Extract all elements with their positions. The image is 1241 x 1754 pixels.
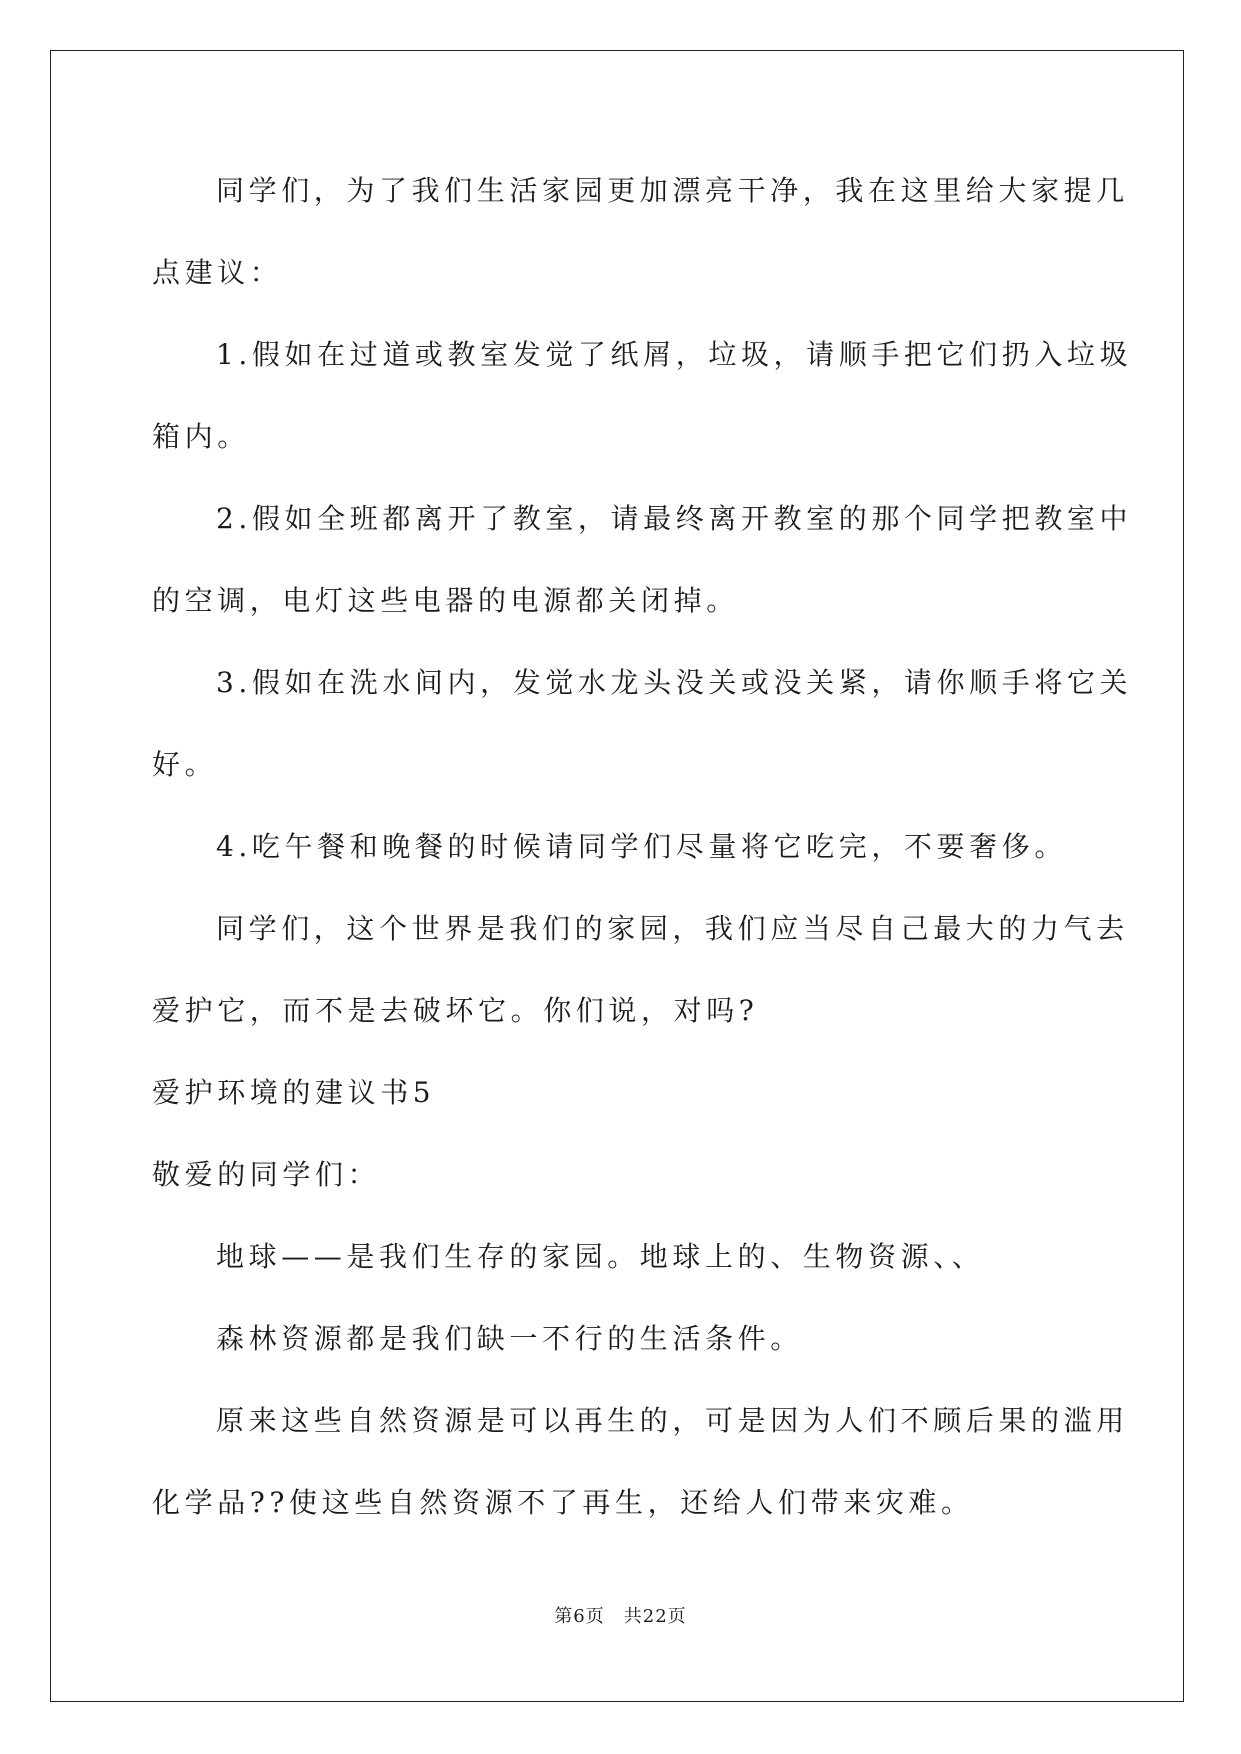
list-item-2-cont: 的空调，电灯这些电器的电源都关闭掉。 (152, 584, 739, 617)
salutation: 敬爱的同学们： (152, 1158, 381, 1191)
page-number-footer: 第6页 共22页 (554, 1606, 687, 1627)
list-item-1-cont: 箱内。 (152, 420, 250, 453)
paragraph-line: 同学们，这个世界是我们的家园，我们应当尽自己最大的力气去 (216, 912, 1129, 945)
paragraph-line: 化学品??使这些自然资源不了再生，还给人们带来灾难。 (152, 1486, 974, 1519)
paragraph-line: 原来这些自然资源是可以再生的，可是因为人们不顾后果的滥用 (216, 1404, 1129, 1437)
section-heading: 爱护环境的建议书5 (152, 1076, 436, 1109)
list-item-3-cont: 好。 (152, 748, 218, 781)
paragraph-line: 地球——是我们生存的家园。地球上的、生物资源、、 (216, 1240, 985, 1273)
list-item-2: 2.假如全班都离开了教室，请最终离开教室的那个同学把教室中 (216, 502, 1133, 535)
paragraph-line: 同学们，为了我们生活家园更加漂亮干净，我在这里给大家提几 (216, 174, 1129, 207)
paragraph-line: 森林资源都是我们缺一不行的生活条件。 (216, 1322, 803, 1355)
list-item-3: 3.假如在洗水间内，发觉水龙头没关或没关紧，请你顺手将它关 (216, 666, 1133, 699)
list-item-4: 4.吃午餐和晚餐的时候请同学们尽量将它吃完，不要奢侈。 (216, 830, 1067, 863)
paragraph-line: 爱护它，而不是去破坏它。你们说，对吗? (152, 994, 759, 1027)
document-body (152, 160, 1133, 1554)
list-item-1: 1.假如在过道或教室发觉了纸屑，垃圾，请顺手把它们扔入垃圾 (216, 338, 1133, 371)
paragraph-line: 点建议： (152, 256, 283, 289)
